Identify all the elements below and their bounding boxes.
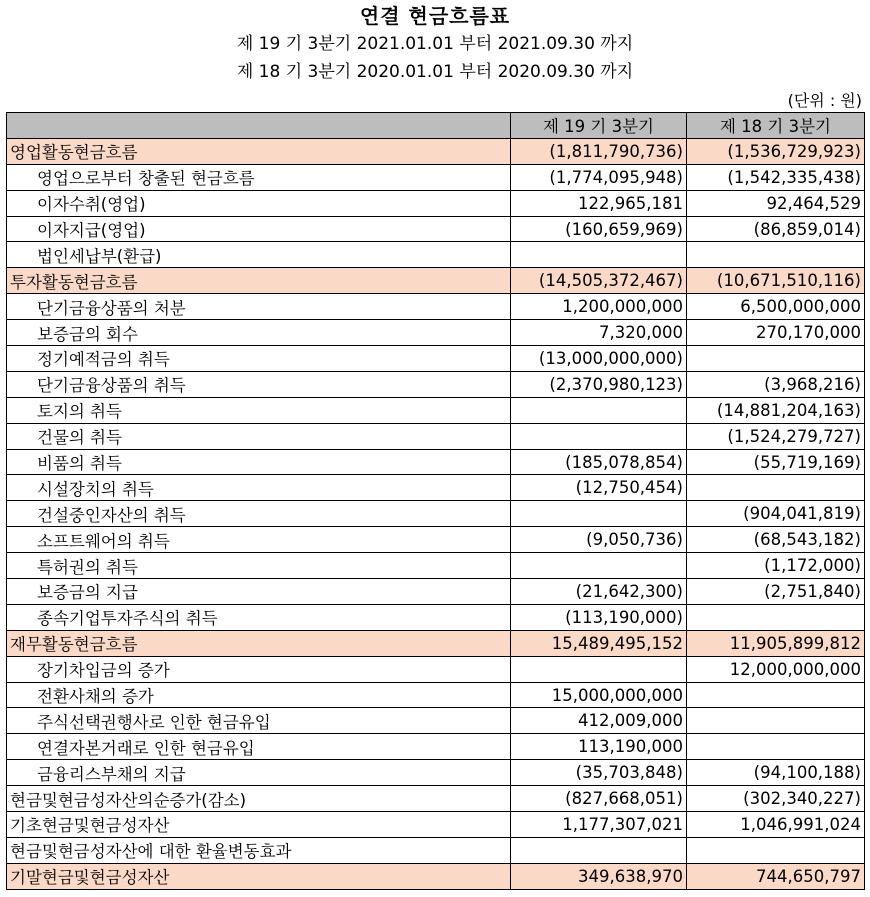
row-value-prior xyxy=(687,682,865,708)
row-value-prior: 92,464,529 xyxy=(687,190,865,216)
table-row xyxy=(7,786,865,812)
row-value-current: (21,642,300) xyxy=(511,579,687,605)
row-value-current xyxy=(511,553,687,579)
table-row xyxy=(7,397,865,423)
row-value-prior: (302,340,227) xyxy=(687,786,865,812)
table-row xyxy=(7,553,865,579)
row-value-prior: 1,046,991,024 xyxy=(687,812,865,838)
row-value-current: 113,190,000 xyxy=(511,734,687,760)
row-value-prior xyxy=(687,242,865,268)
table-row xyxy=(7,760,865,786)
table-row xyxy=(7,449,865,475)
row-label: 소프트웨어의 취득 xyxy=(7,527,511,553)
row-value-current xyxy=(511,501,687,527)
row-value-current: 1,200,000,000 xyxy=(511,294,687,320)
row-label: 주식선택권행사로 인한 현금유입 xyxy=(7,708,511,734)
row-label: 영업활동현금흐름 xyxy=(7,138,511,164)
table-row xyxy=(7,216,865,242)
table-row xyxy=(7,294,865,320)
row-label: 재무활동현금흐름 xyxy=(7,630,511,656)
period-prior: 제 18 기 3분기 2020.01.01 부터 2020.09.30 까지 xyxy=(236,62,634,82)
row-label: 단기금융상품의 취득 xyxy=(7,371,511,397)
report-header xyxy=(0,0,870,86)
row-label: 현금및현금성자산의순증가(감소) xyxy=(7,786,511,812)
row-value-current: (9,050,736) xyxy=(511,527,687,553)
row-value-prior: (904,041,819) xyxy=(687,501,865,527)
row-label: 시설장치의 취득 xyxy=(7,475,511,501)
row-value-prior: (68,543,182) xyxy=(687,527,865,553)
row-value-current: (35,703,848) xyxy=(511,760,687,786)
row-value-prior xyxy=(687,837,865,863)
row-value-current: 1,177,307,021 xyxy=(511,812,687,838)
table-row xyxy=(7,423,865,449)
table-row xyxy=(7,475,865,501)
row-value-current: (13,000,000,000) xyxy=(511,346,687,372)
row-label: 특허권의 취득 xyxy=(7,553,511,579)
row-label: 건설중인자산의 취득 xyxy=(7,501,511,527)
table-row xyxy=(7,579,865,605)
row-value-prior: 270,170,000 xyxy=(687,320,865,346)
row-value-prior xyxy=(687,708,865,734)
row-label: 비품의 취득 xyxy=(7,449,511,475)
row-value-prior: (14,881,204,163) xyxy=(687,397,865,423)
row-value-prior: (86,859,014) xyxy=(687,216,865,242)
row-label: 건물의 취득 xyxy=(7,423,511,449)
column-header-prior: 제 18 기 3분기 xyxy=(687,113,865,139)
row-value-prior: (1,542,335,438) xyxy=(687,164,865,190)
row-value-prior: 12,000,000,000 xyxy=(687,656,865,682)
row-label: 전환사채의 증가 xyxy=(7,682,511,708)
row-value-current xyxy=(511,837,687,863)
row-value-prior xyxy=(687,346,865,372)
row-label: 기초현금및현금성자산 xyxy=(7,812,511,838)
table-row xyxy=(7,682,865,708)
table-row xyxy=(7,656,865,682)
row-value-prior: (55,719,169) xyxy=(687,449,865,475)
row-value-prior xyxy=(687,475,865,501)
row-value-current: (14,505,372,467) xyxy=(511,268,687,294)
row-label: 단기금융상품의 처분 xyxy=(7,294,511,320)
row-label: 보증금의 지급 xyxy=(7,579,511,605)
table-row xyxy=(7,268,865,294)
row-label: 금융리스부채의 지급 xyxy=(7,760,511,786)
table-row xyxy=(7,863,865,889)
table-row xyxy=(7,604,865,630)
row-value-prior: (1,536,729,923) xyxy=(687,138,865,164)
row-label: 종속기업투자주식의 취득 xyxy=(7,604,511,630)
table-row xyxy=(7,708,865,734)
row-label: 현금및현금성자산에 대한 환율변동효과 xyxy=(7,837,511,863)
row-value-prior: 11,905,899,812 xyxy=(687,630,865,656)
table-row xyxy=(7,138,865,164)
table-row xyxy=(7,320,865,346)
row-value-prior: (1,172,000) xyxy=(687,553,865,579)
row-value-current: (1,811,790,736) xyxy=(511,138,687,164)
row-label: 정기예적금의 취득 xyxy=(7,346,511,372)
table-row xyxy=(7,190,865,216)
column-header-current: 제 19 기 3분기 xyxy=(511,113,687,139)
table-header-row xyxy=(7,113,865,139)
row-label: 이자지급(영업) xyxy=(7,216,511,242)
row-value-current: 122,965,181 xyxy=(511,190,687,216)
row-label: 토지의 취득 xyxy=(7,397,511,423)
row-value-current xyxy=(511,242,687,268)
row-label: 보증금의 회수 xyxy=(7,320,511,346)
row-value-current: (827,668,051) xyxy=(511,786,687,812)
row-value-current: (1,774,095,948) xyxy=(511,164,687,190)
row-value-current: (12,750,454) xyxy=(511,475,687,501)
row-value-current xyxy=(511,423,687,449)
row-label: 장기차입금의 증가 xyxy=(7,656,511,682)
table-row xyxy=(7,371,865,397)
table-row xyxy=(7,164,865,190)
row-label: 기말현금및현금성자산 xyxy=(7,863,511,889)
unit-label: (단위 : 원) xyxy=(787,91,862,110)
table-row xyxy=(7,837,865,863)
row-value-prior: (10,671,510,116) xyxy=(687,268,865,294)
row-value-current: (160,659,969) xyxy=(511,216,687,242)
row-value-current: 15,489,495,152 xyxy=(511,630,687,656)
row-label: 법인세납부(환급) xyxy=(7,242,511,268)
row-value-prior: 6,500,000,000 xyxy=(687,294,865,320)
row-value-prior xyxy=(687,734,865,760)
row-value-prior: (1,524,279,727) xyxy=(687,423,865,449)
table-row xyxy=(7,630,865,656)
row-label: 이자수취(영업) xyxy=(7,190,511,216)
row-value-current: (113,190,000) xyxy=(511,604,687,630)
table-row xyxy=(7,346,865,372)
row-value-current xyxy=(511,656,687,682)
table-row xyxy=(7,734,865,760)
table-body xyxy=(7,138,865,889)
report-title: 연결 현금흐름표 xyxy=(359,4,511,28)
column-header-label xyxy=(7,113,511,139)
row-value-current: 15,000,000,000 xyxy=(511,682,687,708)
row-value-current: (185,078,854) xyxy=(511,449,687,475)
row-value-current xyxy=(511,397,687,423)
row-label: 연결자본거래로 인한 현금유입 xyxy=(7,734,511,760)
row-value-current: 7,320,000 xyxy=(511,320,687,346)
table-row xyxy=(7,242,865,268)
row-value-current: (2,370,980,123) xyxy=(511,371,687,397)
period-current: 제 19 기 3분기 2021.01.01 부터 2021.09.30 까지 xyxy=(236,34,634,54)
row-value-prior: (2,751,840) xyxy=(687,579,865,605)
table-row xyxy=(7,501,865,527)
row-value-current: 412,009,000 xyxy=(511,708,687,734)
table-row xyxy=(7,812,865,838)
row-value-current: 349,638,970 xyxy=(511,863,687,889)
row-label: 투자활동현금흐름 xyxy=(7,268,511,294)
row-value-prior: (3,968,216) xyxy=(687,371,865,397)
cash-flow-table xyxy=(6,112,865,890)
table-row xyxy=(7,527,865,553)
row-value-prior: 744,650,797 xyxy=(687,863,865,889)
row-value-prior: (94,100,188) xyxy=(687,760,865,786)
row-label: 영업으로부터 창출된 현금흐름 xyxy=(7,164,511,190)
row-value-prior xyxy=(687,604,865,630)
